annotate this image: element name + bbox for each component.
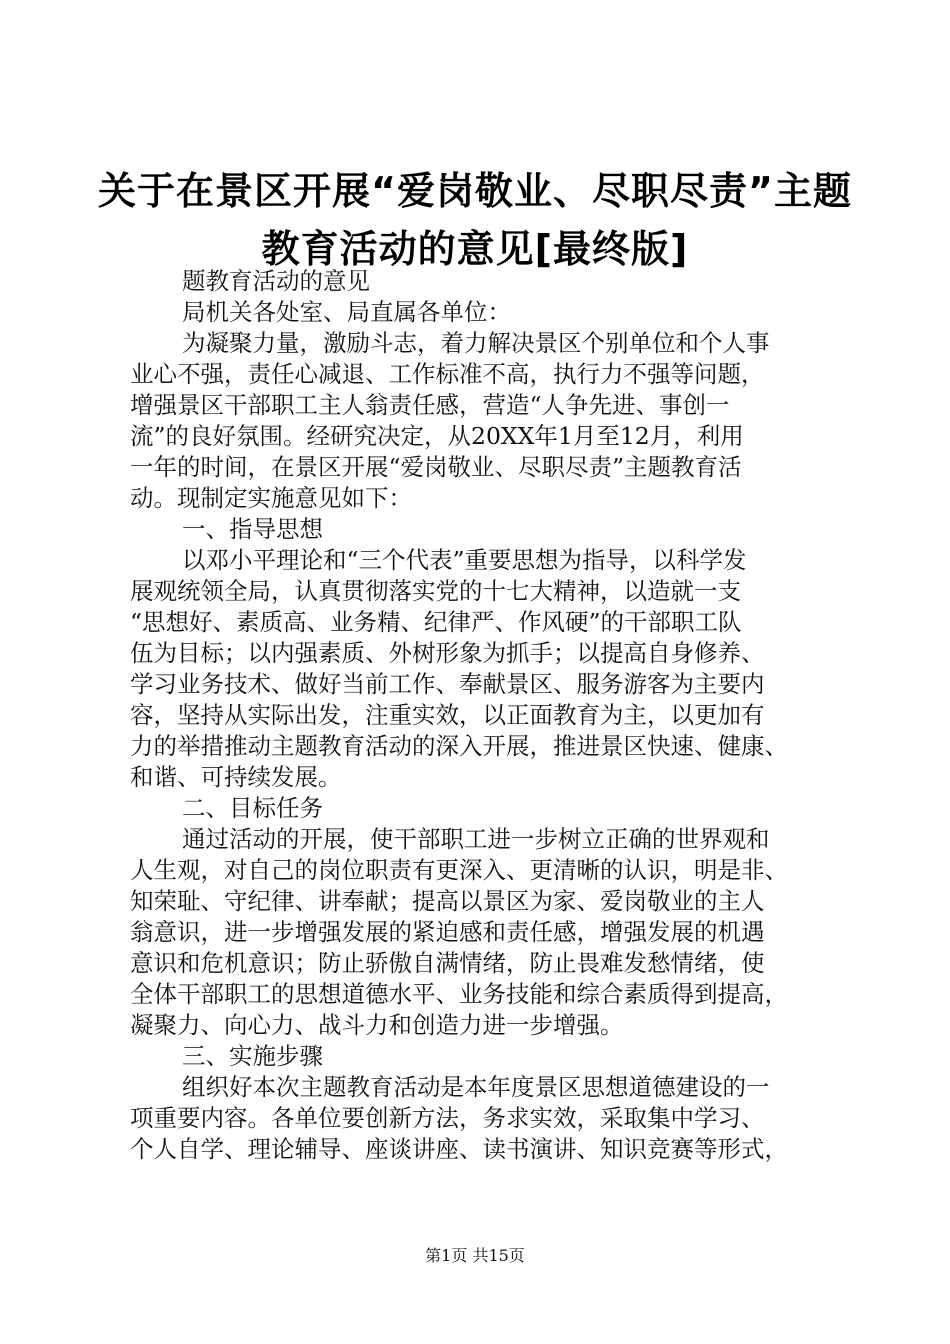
paragraph-line: 知荣耻、守纪律、讲奉献；提高以景区为家、爱岗敬业的主人 bbox=[130, 887, 765, 915]
paragraph-line: 凝聚力、向心力、战斗力和创造力进一步增强。 bbox=[130, 1011, 624, 1039]
paragraph-line: 人生观，对自己的岗位职责有更深入、更清晰的认识，明是非、 bbox=[130, 856, 788, 884]
paragraph-line: 个人自学、理论辅导、座谈讲座、读书演讲、知识竞赛等形式， bbox=[130, 1135, 788, 1163]
paragraph-line: 题教育活动的意见 bbox=[182, 267, 370, 295]
paragraph-line: 业心不强，责任心减退、工作标准不高，执行力不强等问题， bbox=[130, 360, 765, 388]
paragraph-line: 展观统领全局，认真贯彻落实党的十七大精神，以造就一支 bbox=[130, 577, 741, 605]
paragraph-line: 局机关各处室、局直属各单位： bbox=[182, 298, 511, 326]
section-heading: 二、目标任务 bbox=[182, 794, 323, 822]
paragraph-line: 伍为目标；以内强素质、外树形象为抓手；以提高自身修养、 bbox=[130, 639, 765, 667]
paragraph-line: 增强景区干部职工主人翁责任感，营造“人争先进、事创一 bbox=[130, 391, 730, 419]
document-title-line-2: 教育活动的意见[最终版] bbox=[261, 227, 689, 271]
paragraph-line: 组织好本次主题教育活动是本年度景区思想道德建设的一 bbox=[182, 1073, 770, 1101]
section-heading: 一、指导思想 bbox=[182, 515, 323, 543]
paragraph-line: 项重要内容。各单位要创新方法，务求实效，采取集中学习、 bbox=[130, 1104, 765, 1132]
paragraph-line: 力的举措推动主题教育活动的深入开展，推进景区快速、健康、 bbox=[130, 732, 788, 760]
paragraph-line: 意识和危机意识；防止骄傲自满情绪，防止畏难发愁情绪，使 bbox=[130, 949, 765, 977]
paragraph-line: 动。现制定实施意见如下： bbox=[130, 484, 412, 512]
paragraph-line: 翁意识，进一步增强发展的紧迫感和责任感，增强发展的机遇 bbox=[130, 918, 765, 946]
paragraph-line: 以邓小平理论和“三个代表”重要思想为指导，以科学发 bbox=[182, 546, 747, 574]
paragraph-line: 流”的良好氛围。经研究决定，从20XX年1月至12月，利用 bbox=[130, 422, 744, 450]
paragraph-line: 容，坚持从实际出发，注重实效，以正面教育为主，以更加有 bbox=[130, 701, 765, 729]
section-heading: 三、实施步骤 bbox=[182, 1042, 323, 1070]
paragraph-line: 全体干部职工的思想道德水平、业务技能和综合素质得到提高， bbox=[130, 980, 788, 1008]
paragraph-line: “思想好、素质高、业务精、纪律严、作风硬”的干部职工队 bbox=[130, 608, 742, 636]
document-title-line-1: 关于在景区开展“爱岗敬业、尽职尽责”主题 bbox=[98, 169, 852, 213]
document-body bbox=[130, 266, 830, 1165]
page-number-footer: 第1页 共15页 bbox=[425, 1246, 525, 1265]
paragraph-line: 为凝聚力量，激励斗志，着力解决景区个别单位和个人事 bbox=[182, 329, 770, 357]
paragraph-line: 和谐、可持续发展。 bbox=[130, 763, 342, 791]
paragraph-line: 学习业务技术、做好当前工作、奉献景区、服务游客为主要内 bbox=[130, 670, 765, 698]
paragraph-line: 一年的时间，在景区开展“爱岗敬业、尽职尽责”主题教育活 bbox=[130, 453, 742, 481]
paragraph-line: 通过活动的开展，使干部职工进一步树立正确的世界观和 bbox=[182, 825, 770, 853]
